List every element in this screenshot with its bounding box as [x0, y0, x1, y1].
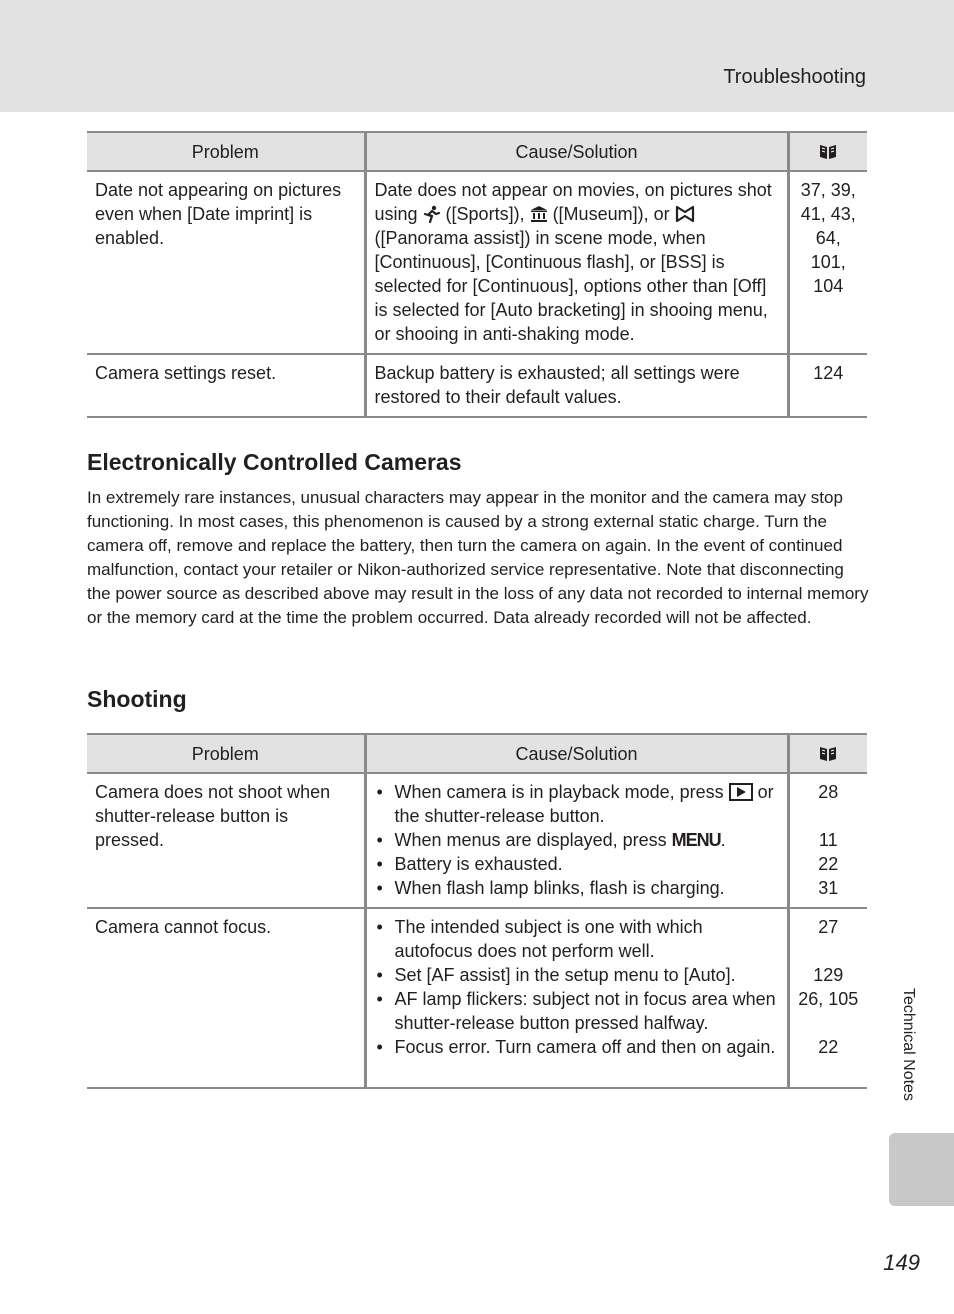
playback-button-icon: [729, 783, 753, 801]
section-body: In extremely rare instances, unusual characters may appear in the monitor and the camera may stop functioning. In most cases, this phenomenon is caused by a strong external static charge. Turn the camera off, remove and replace the battery, then turn the camera on again. In the event of continued malfunction, contact your retailer or Nikon-authorized service representative. Note that disconnecting the power source as described above may result in the loss of any data not recorded to internal memory or the memory card at the time the problem occurred. Data already recorded will not be affected.: [87, 488, 869, 627]
page-reference: 28: [818, 782, 839, 802]
problem-cell: Camera cannot focus.: [87, 908, 365, 1088]
running-header: Troubleshooting: [723, 66, 866, 88]
troubleshooting-table-2: [87, 733, 867, 1089]
cause-cell: Backup battery is exhausted; all settings were restored to their default values.: [365, 354, 788, 417]
item-text: When menus are displayed, press: [394, 830, 672, 850]
page-reference: 31: [818, 878, 839, 898]
column-header-problem: Problem: [87, 734, 365, 773]
item-text: or the shutter-release button.: [394, 782, 774, 826]
reference-cell: [788, 908, 867, 1088]
page-reference: 22: [818, 1037, 839, 1057]
item-text: When camera is in playback mode, press: [394, 782, 729, 802]
page-reference: 41, 43,: [800, 204, 856, 224]
menu-button-label: MENU: [671, 830, 721, 850]
page-reference: 124: [813, 363, 844, 383]
section-heading: Shooting: [87, 686, 187, 712]
cause-cell: [365, 908, 788, 1088]
list-item: [375, 780, 779, 828]
column-header-cause: Cause/Solution: [365, 734, 788, 773]
page-reference: 64,: [815, 228, 841, 248]
cause-text: ([Museum]), or: [547, 204, 675, 224]
panorama-assist-icon: [675, 205, 695, 223]
list-item: • Battery is exhausted.: [375, 852, 779, 876]
table-row: [87, 908, 867, 1088]
column-header-problem: Problem: [87, 132, 365, 171]
chapter-side-label: Technical Notes: [900, 988, 917, 1101]
list-item: • Focus error. Turn camera off and then on again.: [375, 1035, 779, 1059]
item-text: .: [720, 830, 726, 850]
problem-cell: Camera settings reset.: [87, 354, 365, 417]
page-reference: [794, 1011, 864, 1035]
table-row: [87, 354, 867, 417]
page-number: 149: [883, 1250, 920, 1275]
page-reference: 11: [818, 830, 838, 850]
list-item: • The intended subject is one with which autofocus does not perform well.: [375, 915, 779, 963]
sports-scene-icon: [423, 205, 441, 223]
table-row: [87, 171, 867, 354]
list-item: • When flash lamp blinks, flash is charging.: [375, 876, 779, 900]
list-item: • AF lamp flickers: subject not in focus area when shutter-release button pressed halfway.: [375, 987, 779, 1035]
page-reference: 101,: [810, 252, 846, 272]
chapter-tab: [889, 1133, 954, 1206]
section-heading: Electronically Controlled Cameras: [87, 449, 462, 475]
reference-cell: [788, 354, 867, 417]
header-band: [0, 0, 954, 112]
list-item: • Set [AF assist] in the setup menu to [Auto].: [375, 963, 779, 987]
page-reference: [794, 939, 864, 963]
troubleshooting-table-1: [87, 131, 867, 418]
page-reference: 22: [818, 854, 839, 874]
reference-cell: [788, 171, 867, 354]
cause-cell: [365, 171, 788, 354]
page-reference: 27: [818, 917, 839, 937]
column-header-reference: [788, 734, 867, 773]
problem-cell: Date not appearing on pictures even when [Date imprint] is enabled.: [87, 171, 365, 354]
page-reference: [794, 804, 864, 828]
cause-text: ([Sports]),: [440, 204, 530, 224]
page-reference: 37, 39,: [800, 180, 856, 200]
table-row: [87, 773, 867, 908]
column-header-reference: [788, 132, 867, 171]
cause-text: Date does not appear on movies, on pictures shot using: [374, 180, 772, 224]
museum-scene-icon: [530, 205, 548, 223]
page-reference: 26, 105: [798, 989, 859, 1009]
book-icon: [819, 143, 837, 161]
book-icon: [819, 745, 837, 763]
problem-cell: Camera does not shoot when shutter-release button is pressed.: [87, 773, 365, 908]
reference-cell: [788, 773, 867, 908]
list-item: [375, 828, 779, 852]
cause-cell: [365, 773, 788, 908]
column-header-cause: Cause/Solution: [365, 132, 788, 171]
page-reference: 104: [813, 276, 844, 296]
cause-text: ([Panorama assist]) in scene mode, when [Continuous], [Continuous flash], or [BSS] is selected for [Continuous], options other than [Off] is selected for [Auto bracketing] in shooing menu, or shooing in anti-shaking mode.: [374, 228, 768, 344]
page-reference: 129: [813, 965, 844, 985]
